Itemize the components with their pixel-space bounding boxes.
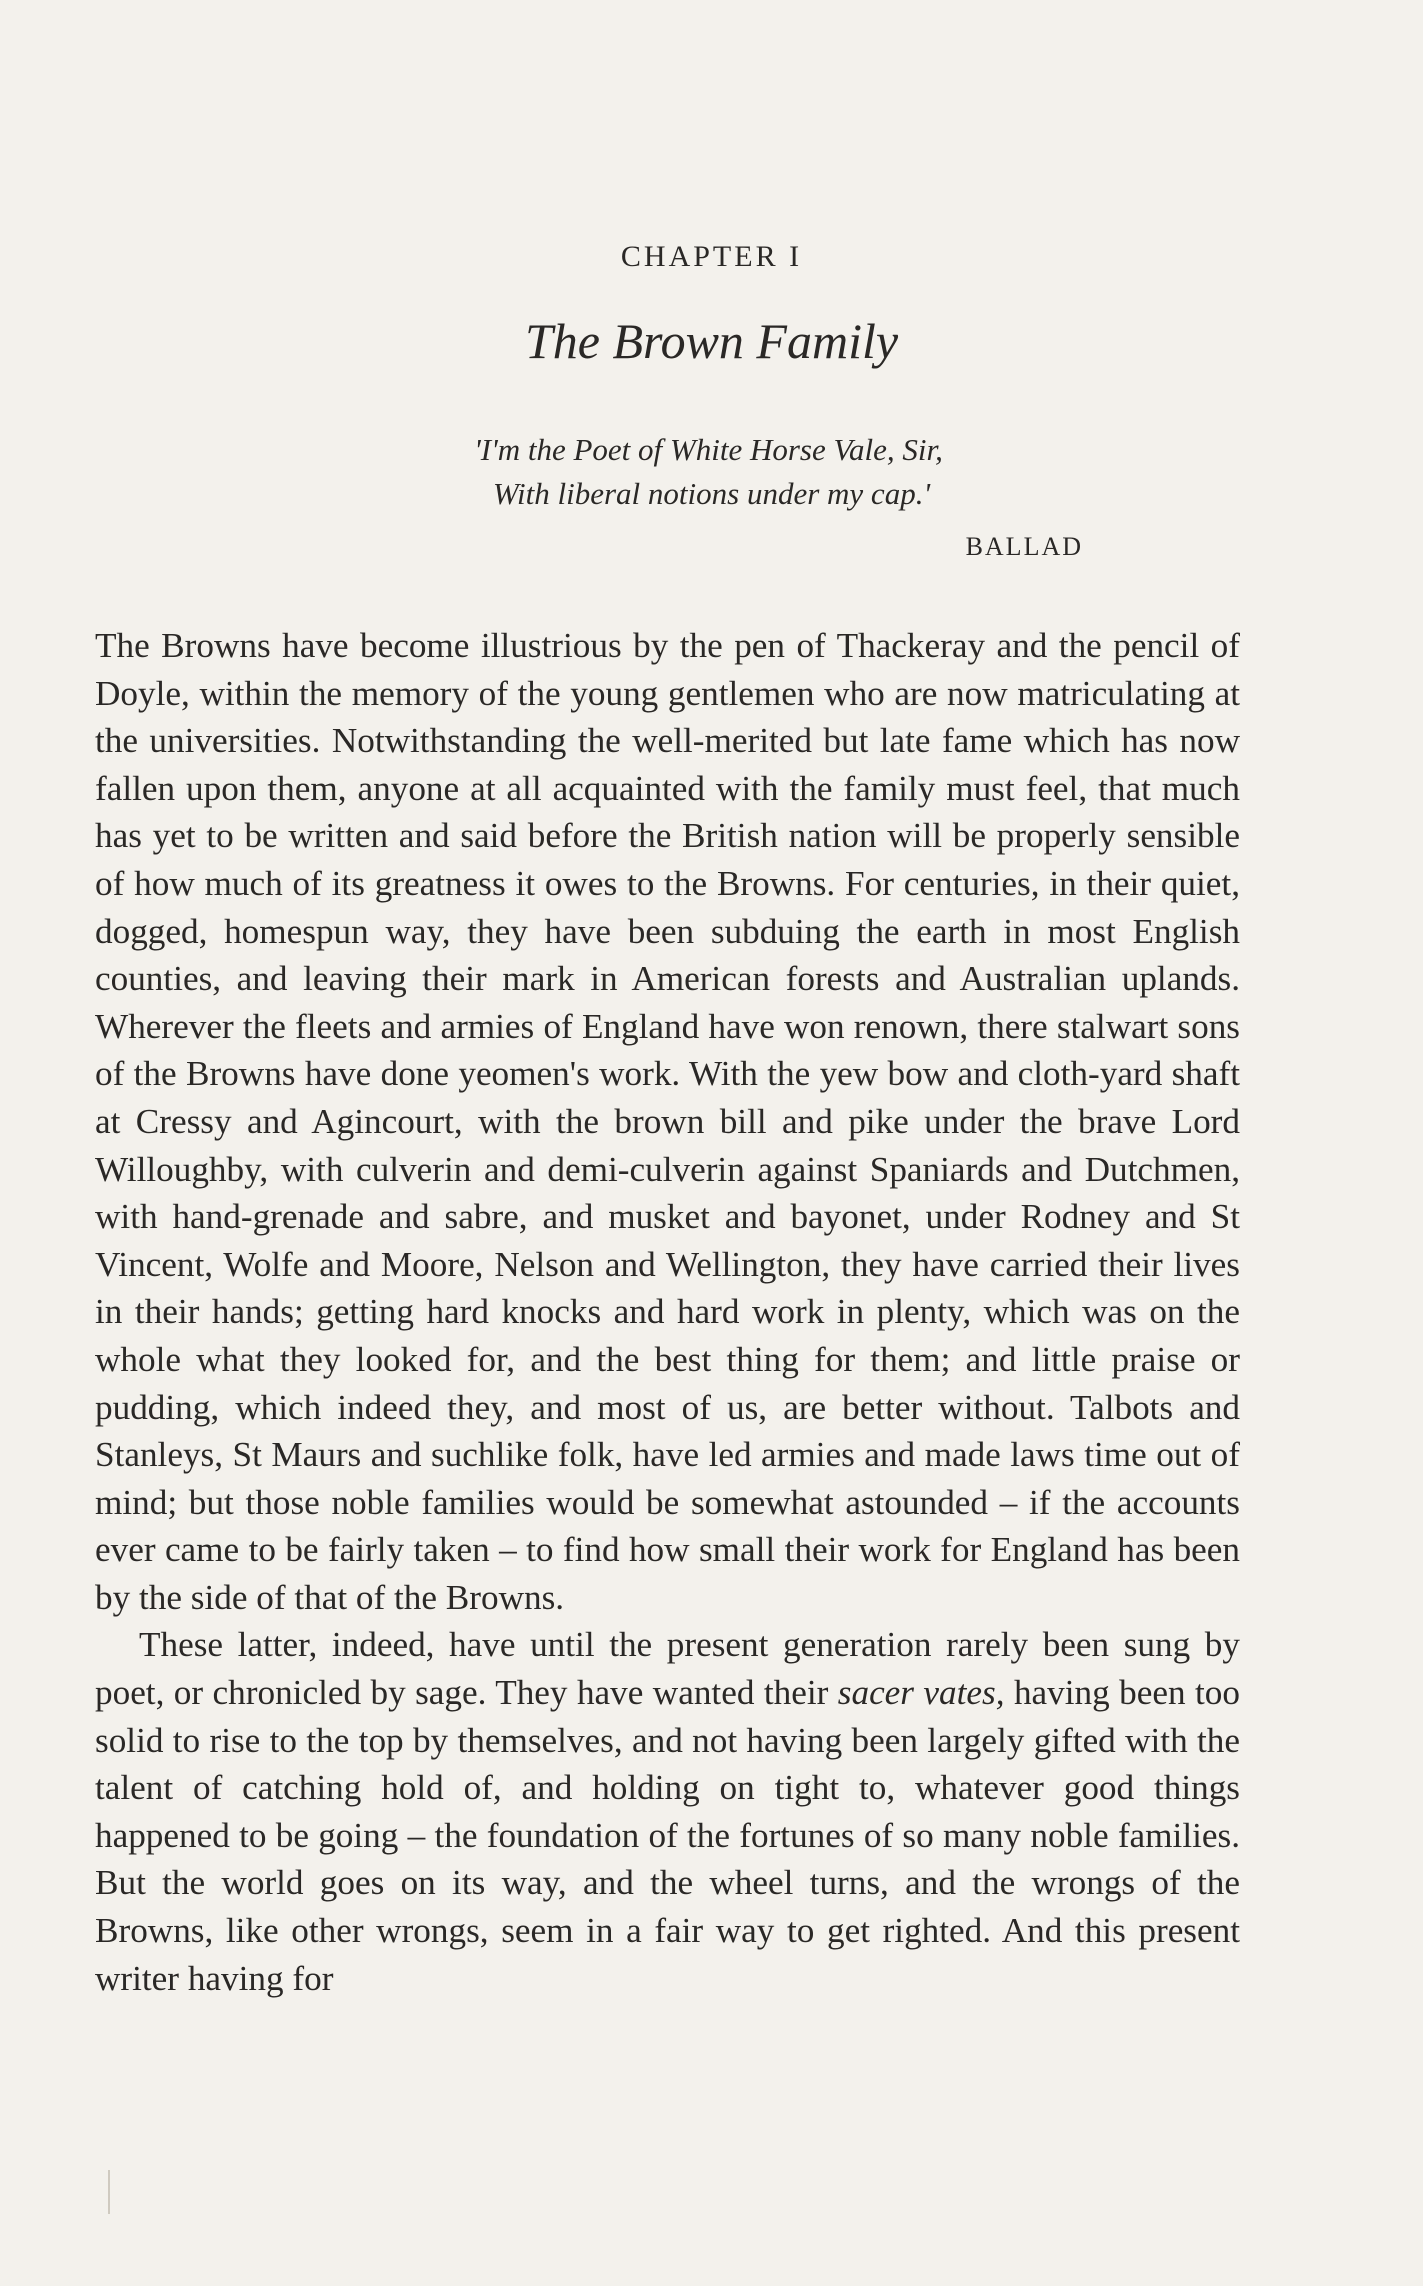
epigraph-line-1: 'I'm the Poet of White Horse Vale, Sir,	[474, 432, 943, 467]
paragraph-2-text-end: having been too solid to rise to the top by themselves, and not having been largely gifted with the talent of catching hold of, and holding on tight to, whatever good things happened to be going – the foundation of the fortunes of so many noble families. But the world goes on its way, and the wheel turns, and the wrongs of the Browns, like other wrongs, seem in a fair way to get righted. And this present writer having for	[95, 1673, 1240, 1998]
paragraph-2-text-start: These latter, indeed, have until the present generation rarely been sung by poet, or chronicled by sage. They have wanted their	[95, 1625, 1240, 1713]
paragraph-2	[95, 1621, 1240, 2002]
epigraph-source: BALLAD	[965, 532, 1083, 561]
epigraph-line-2: With liberal notions under my cap.'	[492, 476, 931, 511]
epigraph	[0, 428, 1423, 516]
chapter-title: The Brown Family	[524, 313, 899, 369]
paragraph-2-italic-phrase: sacer vates,	[837, 1673, 1005, 1713]
body-text	[95, 622, 1240, 2002]
paragraph-1: The Browns have become illustrious by the pen of Thackeray and the pencil of Doyle, within the memory of the young gentlemen who are now matriculating at the universities. Notwithstanding the well-merited but late fame which has now fallen upon them, anyone at all acquainted with the family must feel, that much has yet to be written and said before the British nation will be properly sensible of how much of its greatness it owes to the Browns. For centuries, in their quiet, dogged, homespun way, they have been subduing the earth in most English counties, and leaving their mark in American forests and Australian uplands. Wherever the fleets and armies of England have won renown, there stalwart sons of the Browns have done yeomen's work. With the yew bow and cloth-yard shaft at Cressy and Agincourt, with the brown bill and pike under the brave Lord Willoughby, with culverin and demi-culverin against Spaniards and Dutchmen, with hand-grenade and sabre, and musket and bayonet, under Rodney and St Vincent, Wolfe and Moore, Nelson and Wellington, they have carried their lives in their hands; getting hard knocks and hard work in plenty, which was on the whole what they looked for, and the best thing for them; and little praise or pudding, which indeed they, and most of us, are better without. Talbots and Stanleys, St Maurs and suchlike folk, have led armies and made laws time out of mind; but those noble families would be somewhat astounded – if the accounts ever came to be fairly taken – to find how small their work for England has been by the side of that of the Browns.	[95, 626, 1240, 1617]
margin-mark	[108, 2170, 110, 2214]
chapter-number: CHAPTER I	[620, 240, 803, 273]
